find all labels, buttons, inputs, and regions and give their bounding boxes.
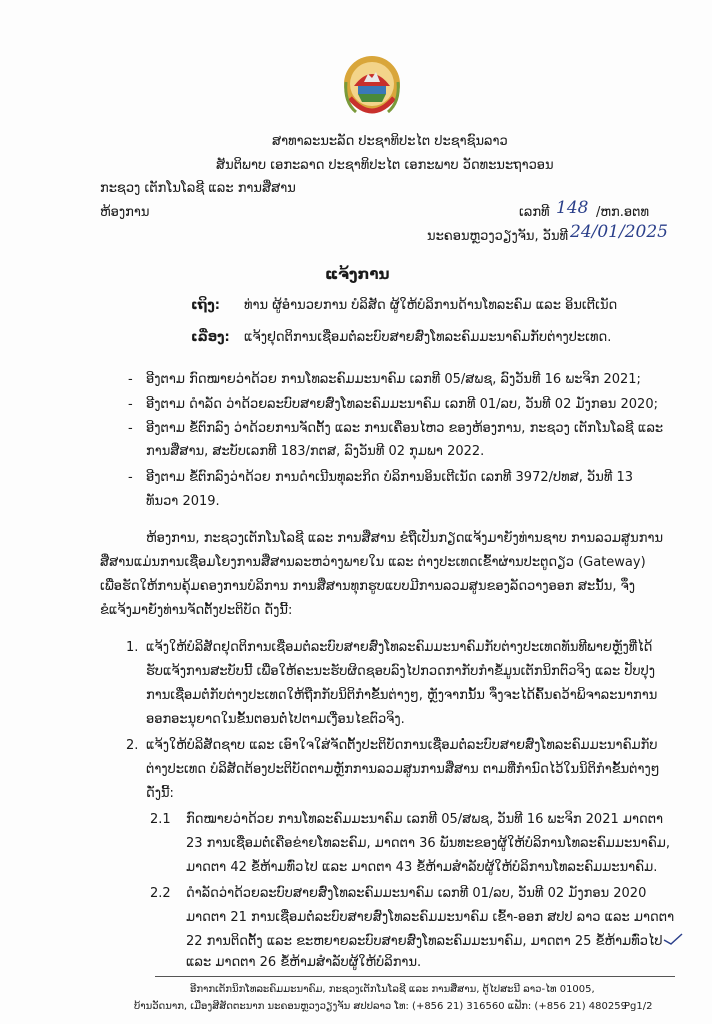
date-label: ນະຄອນຫຼວງວຽງຈັນ, ວັນທີ — [427, 229, 569, 244]
ref-number: 148 — [556, 198, 589, 218]
motto-line: ສັນຕິພາບ ເອກະລາດ ປະຊາທິປະໄຕ ເອກະພາບ ວັດທະນະຖາວອນ — [216, 158, 554, 173]
reference-item: ອີງຕາມ ຂໍ້ຕົກລົງວ່າດ້ວຍ ການດໍາເນີນທຸລະກິດ ບໍລິການອິນເຕີເນັດ ເລກທີ 3972/ປທສ, ວັນທີ 13 — [146, 470, 634, 485]
item-line: ຕ່າງປະເທດ ບໍລິສັດຕ້ອງປະຕິບັດຕາມຫຼັກການລວມສູນການສື່ສານ ຕາມທີ່ກຳນົດໄວ້ໃນນິຕິກຳຂັ້ນຕ່າງໆ — [146, 762, 660, 777]
subitem-line: ມາດຕາ 21 ການເຊື່ອມຕໍ່ລະບົບສາຍສົ່ງໂທລະຄົມມະນາຄົມ ເຂົ້າ-ອອກ ສປປ ລາວ ແລະ ມາດຕາ — [186, 910, 675, 925]
to-label: ເຖິງ: — [191, 298, 221, 313]
footer-line-1: ອີກາກເຕັກນິກໂທລະຄົມມະນາຄົມ, ກະຊວງເຕັກໂນໂລຊີ ແລະ ການສື່ສານ, ຕູ້ໄປສະນີ ລາວ-ໄທ 01005, — [190, 984, 595, 995]
subitem-line: 23 ການເຊື່ອມຕໍ່ເຄືອຂ່າຍໂທລະຄົມ, ມາດຕາ 36 ພັນທະຂອງຜູ້ໃຫ້ບໍລິການໂທລະຄົມມະນາຄົມ, — [186, 836, 671, 851]
ministry-name: ກະຊວງ ເຕັກໂນໂລຊີ ແລະ ການສື່ສານ — [100, 181, 296, 196]
date-value: 24/01/2025 — [570, 222, 668, 242]
subitem-number: 2.2 — [150, 886, 171, 901]
reference-item-cont: ທັນວາ 2019. — [146, 494, 220, 509]
reference-item-cont: ການສື່ສານ, ສະບັບເລກທີ 183/ກຕສ, ລົງວັນທີ 02 ກຸມພາ 2022. — [146, 444, 485, 459]
subitem-number: 2.1 — [150, 812, 171, 827]
subject-text: ແຈ້ງຢຸດຕິການເຊື່ອມຕໍ່ລະບົບສາຍສົ່ງໂທລະຄົມມະນາຄົມກັບຕ່າງປະເທດ. — [244, 330, 612, 345]
bullet-dash: - — [128, 421, 133, 436]
department-name: ຫ້ອງການ — [100, 205, 150, 220]
country-line: ສາທາລະນະລັດ ປະຊາທິປະໄຕ ປະຊາຊົນລາວ — [272, 134, 508, 149]
document-title: ແຈ້ງການ — [325, 265, 390, 283]
subject-label: ເລື່ອງ: — [191, 330, 230, 345]
footer-line-2: ບ້ານວັດນາກ, ເມືອງສີສັດຕະນາກ ນະຄອນຫຼວງວຽງຈັນ ສປປລາວ ໂທ: (+856 21) 316560 ແຟັກ: (+856 21) 480259 — [134, 1001, 627, 1012]
subitem-line: ກົດໝາຍວ່າດ້ວຍ ການໂທລະຄົມມະນາຄົມ ເລກທີ 05/ສພຊ, ວັນທີ 16 ພະຈິກ 2021 ມາດຕາ — [186, 812, 664, 827]
item-line: ແຈ້ງໃຫ້ບໍລິສັດຊາບ ແລະ ເອົາໃຈໃສ່ຈັດຕັ້ງປະຕິບັດການເຊື່ອມຕໍ່ລະບົບສາຍສົ່ງໂທລະຄົມມະນາຄົມກັບ — [146, 738, 658, 753]
intro-line: ສື່ສານແມ່ນການເຊື່ອມໂຍງການສື່ສານລະຫວ່າງພາຍໃນ ແລະ ຕ່າງປະເທດເຂົ້າຜ່ານປະຕູດຽວ (Gateway) — [100, 555, 646, 570]
item-line: ຮັບແຈ້ງການສະບັບນີ້ ເພື່ອໃຫ້ຄະນະຮັບຜິດຊອບລົງໄປກວດກາກັບກຳຂໍ້ມູນເຕັກນິກຕົວຈິງ ແລະ ປັບປຸງ — [146, 664, 655, 679]
footer-divider — [155, 976, 675, 977]
item-number: 2. — [126, 738, 139, 753]
subitem-line: ມາດຕາ 42 ຂໍ້ຫ້າມທົ່ວໄປ ແລະ ມາດຕາ 43 ຂໍ້ຫ້າມສຳລັບຜູ້ໃຫ້ບໍລິການໂທລະຄົມມະນາຄົມ. — [186, 860, 658, 875]
page-number: Pg1/2 — [624, 1001, 653, 1012]
item-line: ການເຊື່ອມຕໍ່ກັບຕ່າງປະເທດໃຫ້ຖືກກັບນິຕິກຳຂັ້ນຕ່າງໆ, ຫຼັງຈາກນັ້ນ ຈຶ່ງຈະໄດ້ຄົ້ນຄວ້າພິຈາລະນາການ — [146, 688, 658, 703]
ref-suffix: /ຫກ.ອຕທ — [596, 205, 649, 220]
item-number: 1. — [126, 640, 139, 655]
subitem-line: ແລະ ມາດຕາ 26 ຂໍ້ຫ້າມສຳລັບຜູ້ໃຫ້ບໍລິການ. — [186, 955, 422, 970]
ref-label: ເລກທີ — [519, 205, 550, 220]
bullet-dash: - — [128, 470, 133, 485]
intro-line: ຂໍແຈ້ງມາຍັງທ່ານຈັດຕັ້ງປະຕິບັດ ດັ່ງນີ້: — [100, 603, 293, 618]
bullet-dash: - — [128, 372, 133, 387]
bullet-dash: - — [128, 397, 133, 412]
item-line: ດັ່ງນີ້: — [146, 786, 174, 801]
item-line: ແຈ້ງໃຫ້ບໍລິສັດຢຸດຕິການເຊື່ອມຕໍ່ລະບົບສາຍສົ່ງໂທລະຄົມມະນາຄົມກັບຕ່າງປະເທດທັນທີພາຍຫຼັງທີ່ໄດ້ — [146, 640, 653, 655]
intro-line: ຫ້ອງການ, ກະຊວງເຕັກໂນໂລຊີ ແລະ ການສື່ສານ ຂໍຖືເປັນກຽດແຈ້ງມາຍັງທ່ານຊາບ ການລວມສູນການ — [146, 531, 664, 546]
item-line: ອອກອະນຸຍາດໃນຂັ້ນຕອນຕໍ່ໄປຕາມເງື່ອນໄຂຕົວຈິງ. — [146, 712, 405, 727]
reference-item: ອີງຕາມ ຂໍ້ຕົກລົງ ວ່າດ້ວຍການຈັດຕັ້ງ ແລະ ການເຄື່ອນໄຫວ ຂອງຫ້ອງການ, ກະຊວງ ເຕັກໂນໂລຊີ ແລະ — [146, 421, 664, 436]
handwritten-check-icon — [662, 930, 684, 948]
reference-item: ອີງຕາມ ດຳລັດ ວ່າດ້ວຍລະບົບສາຍສົ່ງໂທລະຄົມມະນາຄົມ ເລກທີ 01/ລບ, ວັນທີ 02 ມັງກອນ 2020; — [146, 397, 658, 412]
reference-item: ອີງຕາມ ກົດໝາຍວ່າດ້ວຍ ການໂທລະຄົມມະນາຄົມ ເລກທີ 05/ສພຊ, ລົງວັນທີ 16 ພະຈິກ 2021; — [146, 372, 641, 387]
to-text: ທ່ານ ຜູ້ອໍານວຍການ ບໍລິສັດ ຜູ້ໃຫ້ບໍລິການດ້ານໂທລະຄົມ ແລະ ອິນເຕີເນັດ — [244, 298, 618, 313]
subitem-line: 22 ການຕິດຕັ້ງ ແລະ ຂະຫຍາຍລະບົບສາຍສົ່ງໂທລະຄົມມະນາຄົມ, ມາດຕາ 25 ຂໍ້ຫ້າມທົ່ວໄປ — [186, 934, 663, 949]
lao-emblem-icon — [340, 52, 404, 122]
intro-line: ເພື່ອຮັດໃຫ້ການຄຸ້ມຄອງການບໍລິການ ການສື່ສານທຸກຮູບແບບມີການລວມສູນຂອງລັດວາງອອກ ສະນັ້ນ, ຈຶ່ງ — [100, 579, 636, 594]
subitem-line: ດຳລັດວ່າດ້ວຍລະບົບສາຍສົ່ງໂທລະຄົມມະນາຄົມ ເລກທີ 01/ລບ, ວັນທີ 02 ມັງກອນ 2020 — [186, 886, 647, 901]
